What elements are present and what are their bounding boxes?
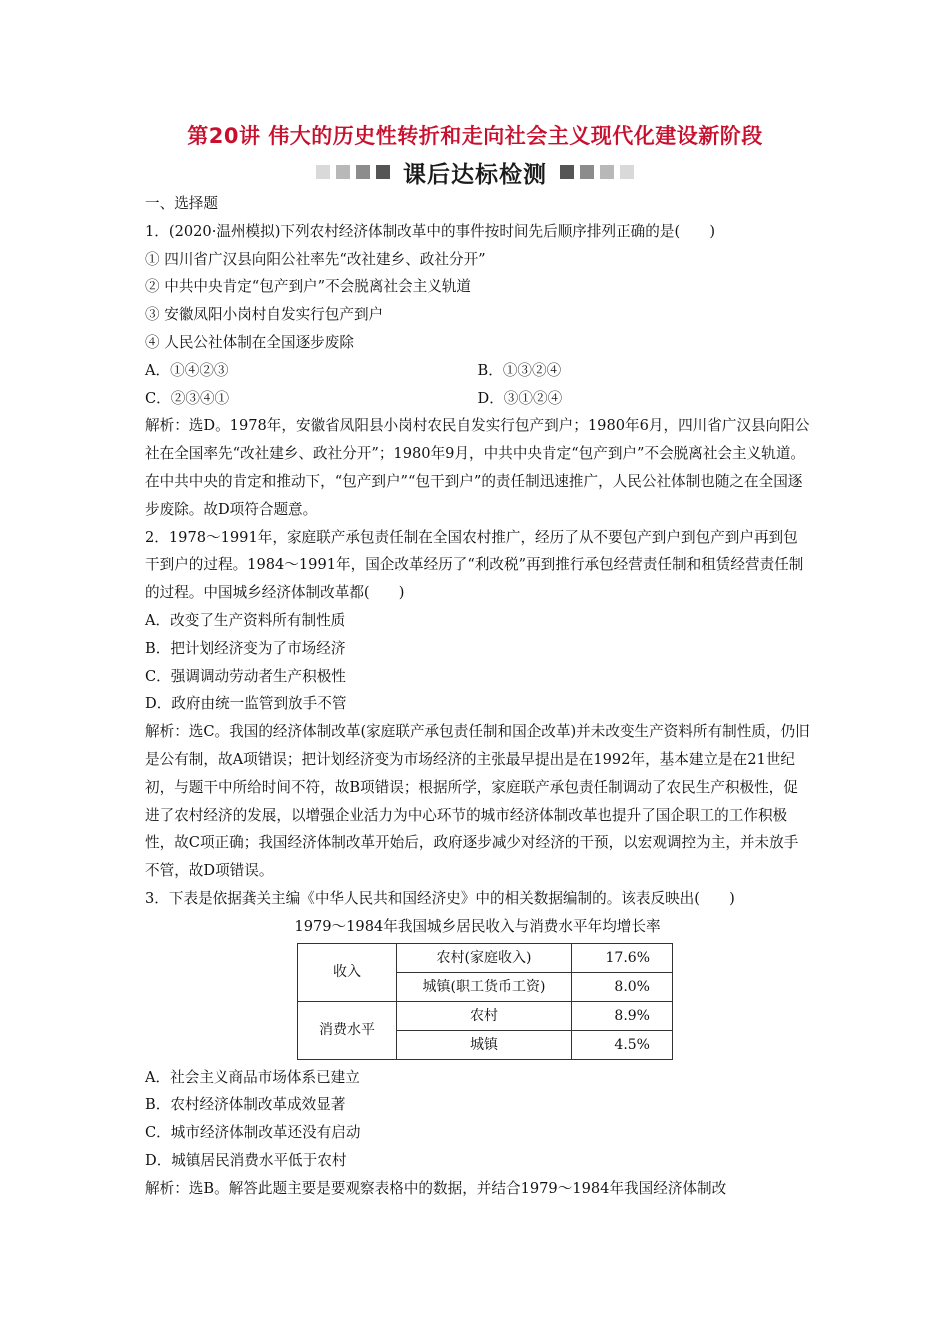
banner-square bbox=[580, 165, 594, 179]
banner-square bbox=[620, 165, 634, 179]
q1-option-c: C．②③④① bbox=[145, 389, 230, 407]
q2-option-c: C．强调调动劳动者生产积极性 bbox=[145, 667, 346, 685]
q1-item: ① 四川省广汉县向阳公社率先“改社建乡、政社分开” bbox=[145, 250, 486, 268]
q2-analysis: 解析：选C。我国的经济体制改革(家庭联产承包责任制和国企改革)并未改变生产资料所有制性质，仍旧是公有制，故A项错误；把计划经济变为市场经济的主张最早提出是在1992年，基本建立是在21世纪初，与题干中所给时间不符，故B项错误；根据所学，家庭联产承包责任制调动了农民生产积极性，促进了农村经济的发展，以增强企业活力为中心环节的城市经济体制改革也提升了国企职工的工作积极性，故C项正确；我国经济体制改革开始后，政府逐步减少对经济的干预，以宏观调控为主，并未放手不管，故D项错误。 bbox=[145, 723, 810, 880]
q1-option-a: A．①④②③ bbox=[145, 361, 229, 379]
banner-square bbox=[376, 165, 390, 179]
q1-option-d: D．③①②④ bbox=[477, 389, 563, 407]
content-body bbox=[145, 190, 810, 1203]
banner-square bbox=[356, 165, 370, 179]
q1-item: ④ 人民公社体制在全国逐步废除 bbox=[145, 333, 354, 351]
banner-square bbox=[600, 165, 614, 179]
q1-option-b: B．①③②④ bbox=[477, 361, 562, 379]
q3-analysis: 解析：选B。解答此题主要是要观察表格中的数据，并结合1979～1984年我国经济体制改 bbox=[145, 1179, 727, 1197]
q1-stem: 1．(2020·温州模拟)下列农村经济体制改革中的事件按时间先后顺序排列正确的是( ) bbox=[145, 222, 716, 240]
q2-option-a: A．改变了生产资料所有制性质 bbox=[145, 611, 346, 629]
section-banner bbox=[0, 156, 950, 188]
q2-stem: 2．1978～1991年，家庭联产承包责任制在全国农村推广，经历了从不要包产到户到包产到户再到包干到户的过程。1984～1991年，国企改革经历了“利改税”再到推行承包经营责任制和租赁经营责任制的过程。中国城乡经济体制改革都( ) bbox=[145, 528, 804, 602]
table-cell-label: 城镇(职工货币工资) bbox=[397, 972, 572, 1001]
banner-square bbox=[560, 165, 574, 179]
table-row bbox=[298, 1001, 673, 1030]
table-cell-label: 城镇 bbox=[397, 1030, 572, 1059]
table-group-label: 消费水平 bbox=[298, 1001, 397, 1059]
table-cell-value: 4.5% bbox=[572, 1030, 673, 1059]
table-cell-value: 17.6% bbox=[572, 943, 673, 972]
q2-option-b: B．把计划经济变为了市场经济 bbox=[145, 639, 346, 657]
table-cell-value: 8.0% bbox=[572, 972, 673, 1001]
table-cell-label: 农村 bbox=[397, 1001, 572, 1030]
data-table bbox=[297, 943, 673, 1060]
q3-option-d: D．城镇居民消费水平低于农村 bbox=[145, 1151, 347, 1169]
q1-item: ③ 安徽凤阳小岗村自发实行包产到户 bbox=[145, 306, 384, 324]
banner-square bbox=[316, 165, 330, 179]
page-title: 第20讲 伟大的历史性转折和走向社会主义现代化建设新阶段 bbox=[187, 124, 763, 148]
q1-item: ② 中共中央肯定“包产到户”不会脱离社会主义轨道 bbox=[145, 278, 472, 296]
q3-stem: 3．下表是依据龚关主编《中华人民共和国经济史》中的相关数据编制的。该表反映出( ) bbox=[145, 889, 735, 907]
q1-analysis: 解析：选D。1978年，安徽省凤阳县小岗村农民自发实行包产到户；1980年6月，四川省广汉县向阳公社在全国率先“改社建乡、政社分开”；1980年9月，中共中央肯定“包产到户”不会脱离社会主义轨道。在中共中央的肯定和推动下，“包产到户”“包干到户”的责任制迅速推广，人民公社体制也随之在全国逐步废除。故D项符合题意。 bbox=[145, 417, 810, 518]
table-group-label: 收入 bbox=[298, 943, 397, 1001]
q2-option-d: D．政府由统一监管到放手不管 bbox=[145, 695, 347, 713]
table-cell-value: 8.9% bbox=[572, 1001, 673, 1030]
q1-options-row bbox=[145, 357, 810, 385]
banner-square bbox=[336, 165, 350, 179]
q3-option-a: A．社会主义商品市场体系已建立 bbox=[145, 1068, 360, 1086]
q1-options-row bbox=[145, 385, 810, 413]
table-cell-label: 农村(家庭收入) bbox=[397, 943, 572, 972]
q3-option-c: C．城市经济体制改革还没有启动 bbox=[145, 1124, 361, 1142]
q3-option-b: B．农村经济体制改革成效显著 bbox=[145, 1096, 346, 1114]
table-row bbox=[298, 943, 673, 972]
section-heading: 一、选择题 bbox=[145, 195, 218, 212]
table-caption: 1979～1984年我国城乡居民收入与消费水平年均增长率 bbox=[294, 917, 661, 935]
banner-text: 课后达标检测 bbox=[403, 161, 547, 188]
